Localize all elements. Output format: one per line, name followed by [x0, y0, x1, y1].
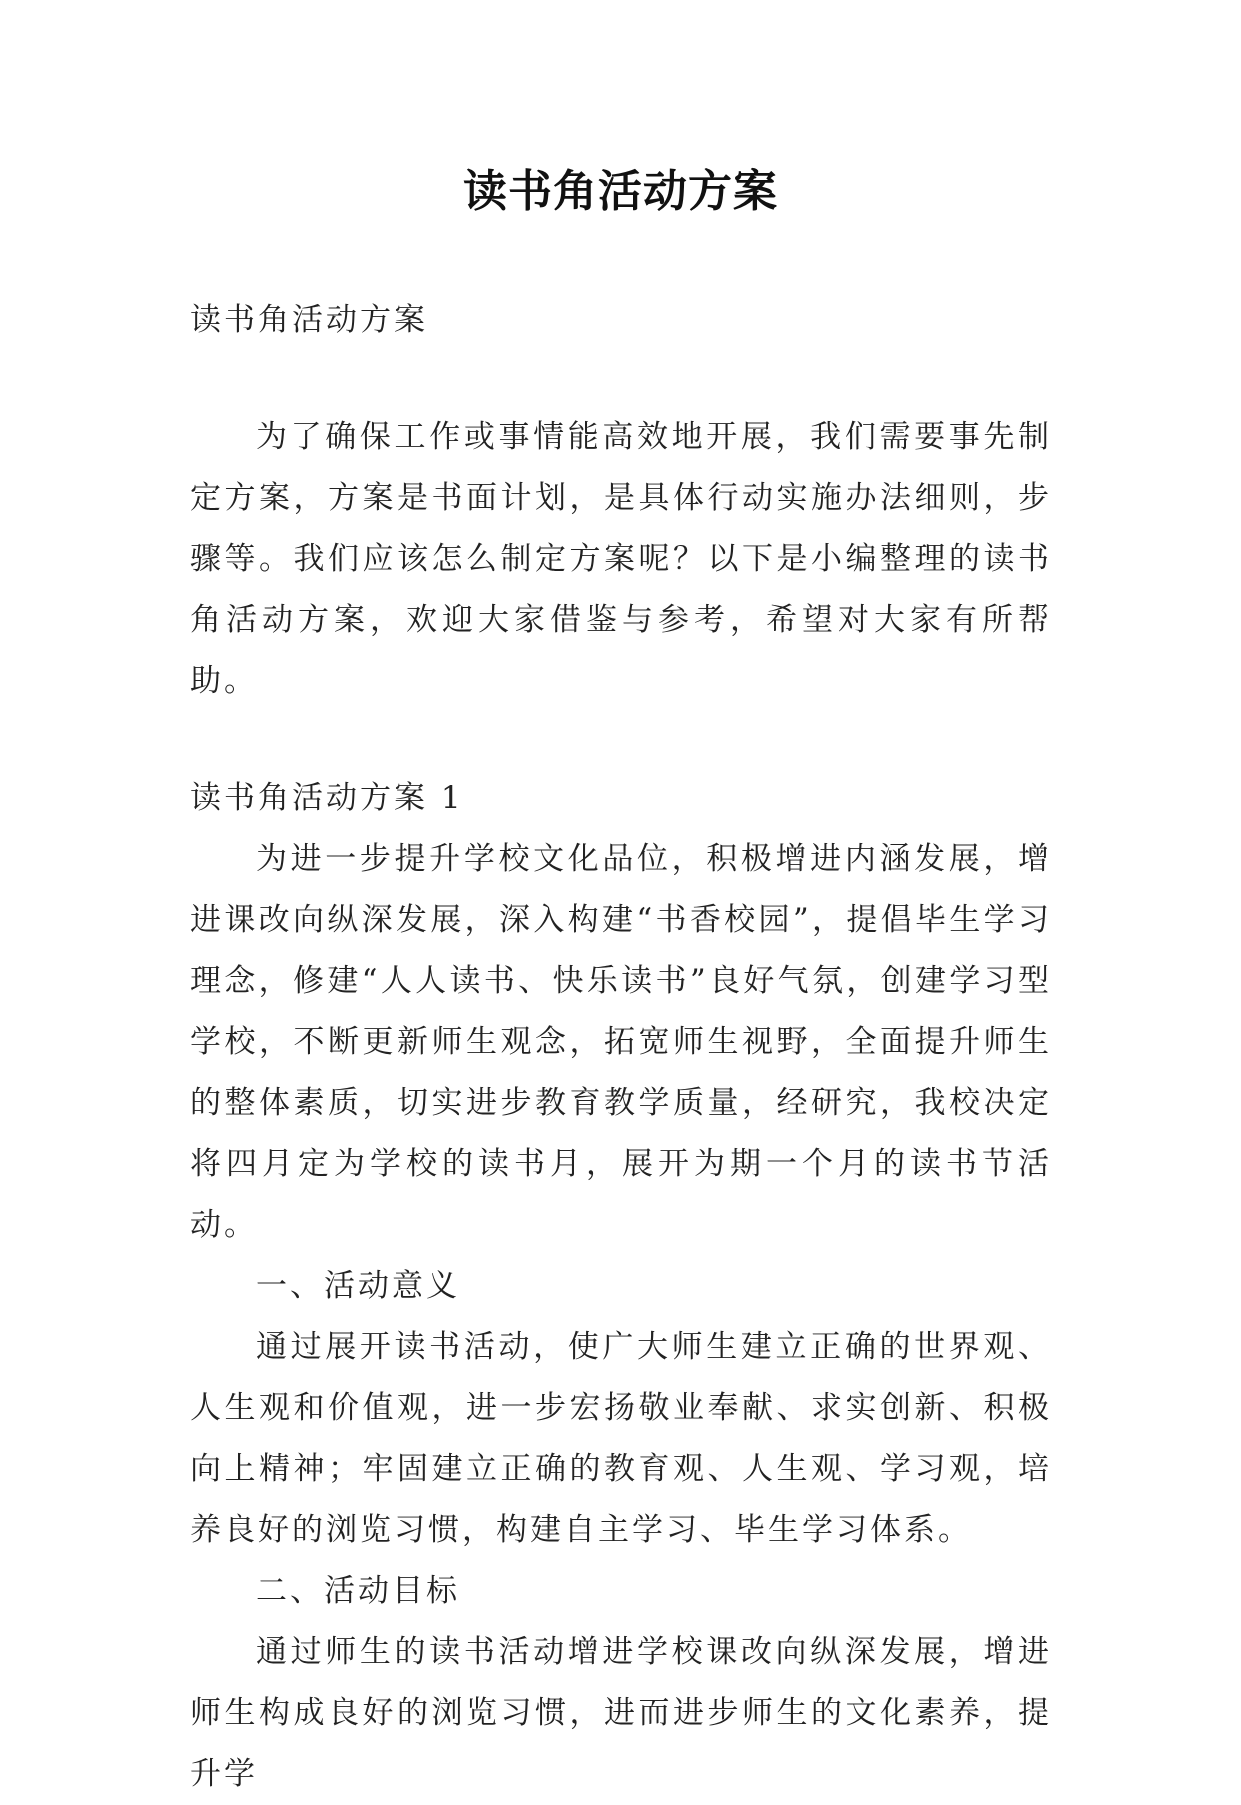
paragraph-activity-meaning: 通过展开读书活动，使广大师生建立正确的世界观、人生观和价值观，进一步宏扬敬业奉献、求实创新、积极向上精神；牢固建立正确的教育观、人生观、学习观，培养良好的浏览习惯，构建自主学习、毕生学习体系。	[190, 1329, 1052, 1548]
document-body	[190, 290, 1052, 1805]
heading-activity-goal: 二、活动目标	[256, 1573, 460, 1609]
section1-paragraph: 为进一步提升学校文化品位，积极增进内涵发展，增进课改向纵深发展，深入构建“书香校园”，提倡毕生学习理念，修建“人人读书、快乐读书”良好气氛，创建学习型学校，不断更新师生观念，拓宽师生视野，全面提升师生的整体素质，切实进步教育教学质量，经研究，我校决定将四月定为学校的读书月，展开为期一个月的读书节活动。	[190, 841, 1052, 1243]
document-subtitle: 读书角活动方案	[190, 302, 428, 338]
paragraph-activity-goal: 通过师生的读书活动增进学校课改向纵深发展，增进师生构成良好的浏览习惯，进而进步师生的文化素养，提升学	[190, 1634, 1052, 1792]
intro-paragraph: 为了确保工作或事情能高效地开展，我们需要事先制定方案，方案是书面计划，是具体行动实施办法细则，步骤等。我们应该怎么制定方案呢？以下是小编整理的读书角活动方案，欢迎大家借鉴与参考，希望对大家有所帮助。	[190, 419, 1052, 699]
document-title: 读书角活动方案	[463, 166, 778, 217]
heading-activity-meaning: 一、活动意义	[256, 1268, 460, 1304]
section-heading-1: 读书角活动方案 1	[190, 780, 464, 816]
